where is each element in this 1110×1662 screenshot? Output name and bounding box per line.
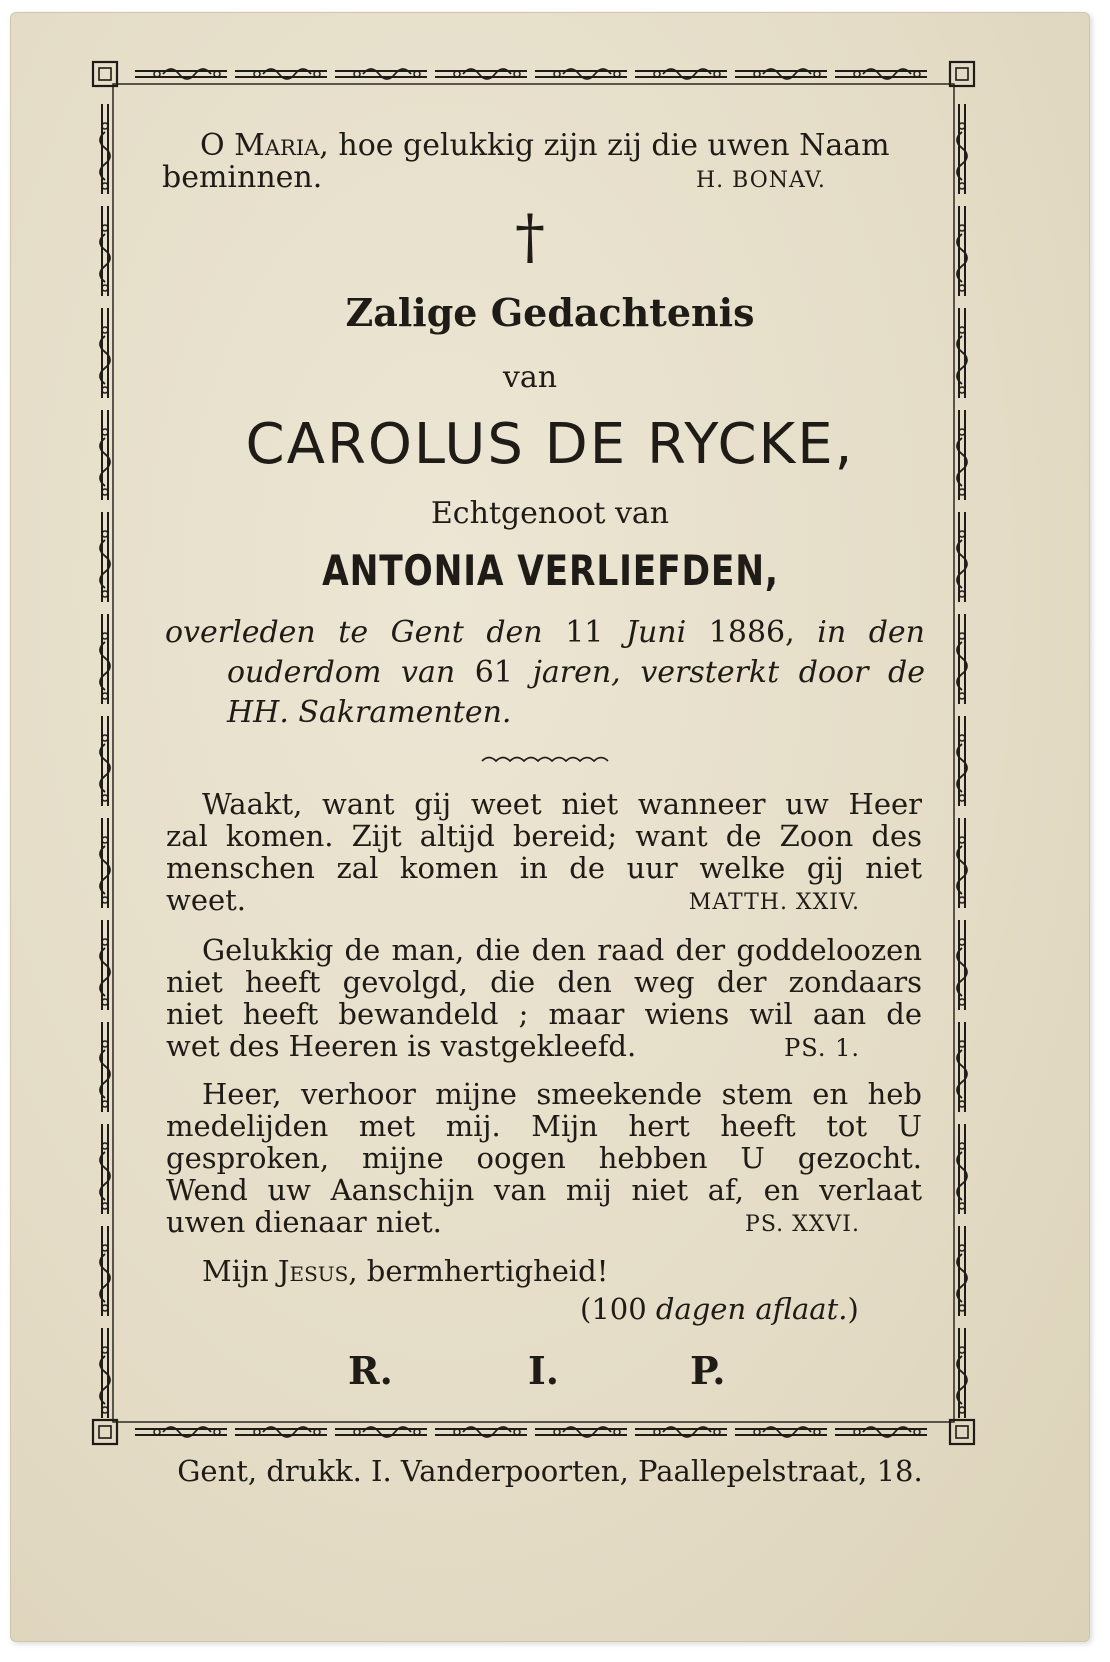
epigraph-line-1 <box>200 128 890 163</box>
word-gent: Gent <box>390 615 464 650</box>
death-age: 61 <box>474 655 513 690</box>
verse-1-source: MATTH. XXIV. <box>688 890 860 915</box>
heading-zalige-gedachtenis: Zalige Gedachtenis <box>345 290 755 335</box>
spouse-name: ANTONIA VERLIEFDEN, <box>321 546 779 595</box>
verse-3-line-4: Wend uw Aanschijn van mij niet af, en verlaat <box>166 1173 922 1207</box>
verse-3-line-3: gesproken, mijne oogen hebben U gezocht. <box>166 1141 922 1175</box>
epigraph-prefix: O <box>200 128 235 163</box>
indulgence-close: ) <box>847 1292 859 1326</box>
verse-3-source: PS. XXVI. <box>745 1212 860 1237</box>
death-notice-line-1 <box>165 617 925 649</box>
rip-p: P. <box>690 1348 726 1393</box>
spouse-name-wrap <box>210 546 890 595</box>
indulgence-text: dagen aflaat. <box>655 1292 848 1326</box>
verse-2-line-1: Gelukkig de man, die den raad der goddeloozen <box>202 933 922 967</box>
word-ouderdom: ouderdom <box>227 655 382 690</box>
printer-imprint: Gent, drukk. I. Vanderpoorten, Paallepelstraat, 18. <box>177 1454 923 1488</box>
verse-1-line-1: Waakt, want gij weet niet wanneer uw Heer <box>202 787 922 821</box>
rip-i: I. <box>528 1348 560 1393</box>
epigraph-name-maria: Maria <box>234 128 320 163</box>
death-notice-line-3: HH. Sakramenten. <box>227 695 512 730</box>
memorial-card <box>10 12 1090 1642</box>
spouse-intro: Echtgenoot van <box>430 496 670 531</box>
death-year: 1886, <box>708 615 795 650</box>
verse-2-line-2: niet heeft gevolgd, die den weg der zondaars <box>166 965 922 999</box>
death-month: Juni <box>625 615 687 650</box>
indulgence-open: (100 <box>580 1292 656 1326</box>
verse-3-line-1: Heer, verhoor mijne smeekende stem en heb <box>202 1077 922 1111</box>
cross-symbol: † <box>515 202 545 272</box>
word-den-2: den <box>868 615 925 650</box>
epigraph-line-2: beminnen. <box>162 160 323 195</box>
verse-2-source: PS. 1. <box>784 1034 860 1062</box>
epigraph-source: H. BONAV. <box>696 168 826 193</box>
indulgence-line <box>580 1292 859 1326</box>
word-te: te <box>338 615 369 650</box>
epigraph-rest: , hoe gelukkig zijn zij die uwen Naam <box>319 128 890 163</box>
verse-1-line-4: weet. <box>166 883 247 917</box>
deceased-name: CAROLUS DE RYCKE, <box>245 412 855 477</box>
prayer-prefix: Mijn <box>202 1254 278 1288</box>
word-in: in <box>817 615 847 650</box>
death-notice-line-2 <box>227 657 925 689</box>
prayer-line <box>202 1254 608 1288</box>
word-versterkt: versterkt <box>640 655 780 690</box>
text-van: van <box>502 360 558 395</box>
death-notice <box>165 617 925 729</box>
death-day: 11 <box>565 615 604 650</box>
verse-2-line-3: niet heeft bewandeld ; maar wiens wil aan de <box>166 997 922 1031</box>
verse-2-line-4: wet des Heeren is vastgekleefd. <box>166 1029 637 1063</box>
verse-3-line-2: medelijden met mij. Mijn hert heeft tot U <box>166 1109 922 1143</box>
word-jaren: jaren, <box>532 655 621 690</box>
word-door: door <box>798 655 869 690</box>
prayer-name-jesus: Jesus <box>277 1254 349 1288</box>
wavy-divider <box>480 754 610 768</box>
prayer-rest: , bermhertigheid! <box>348 1254 609 1288</box>
word-den: den <box>486 615 543 650</box>
word-de: de <box>888 655 926 690</box>
verse-1-line-2: zal komen. Zijt altijd bereid; want de Zoon des <box>166 819 922 853</box>
word-van: van <box>401 655 456 690</box>
verse-1-line-3: menschen zal komen in de uur welke gij niet <box>166 851 922 885</box>
rip-r: R. <box>348 1348 393 1393</box>
verse-3-line-5: uwen dienaar niet. <box>166 1205 442 1239</box>
word-overleden: overleden <box>165 615 316 650</box>
